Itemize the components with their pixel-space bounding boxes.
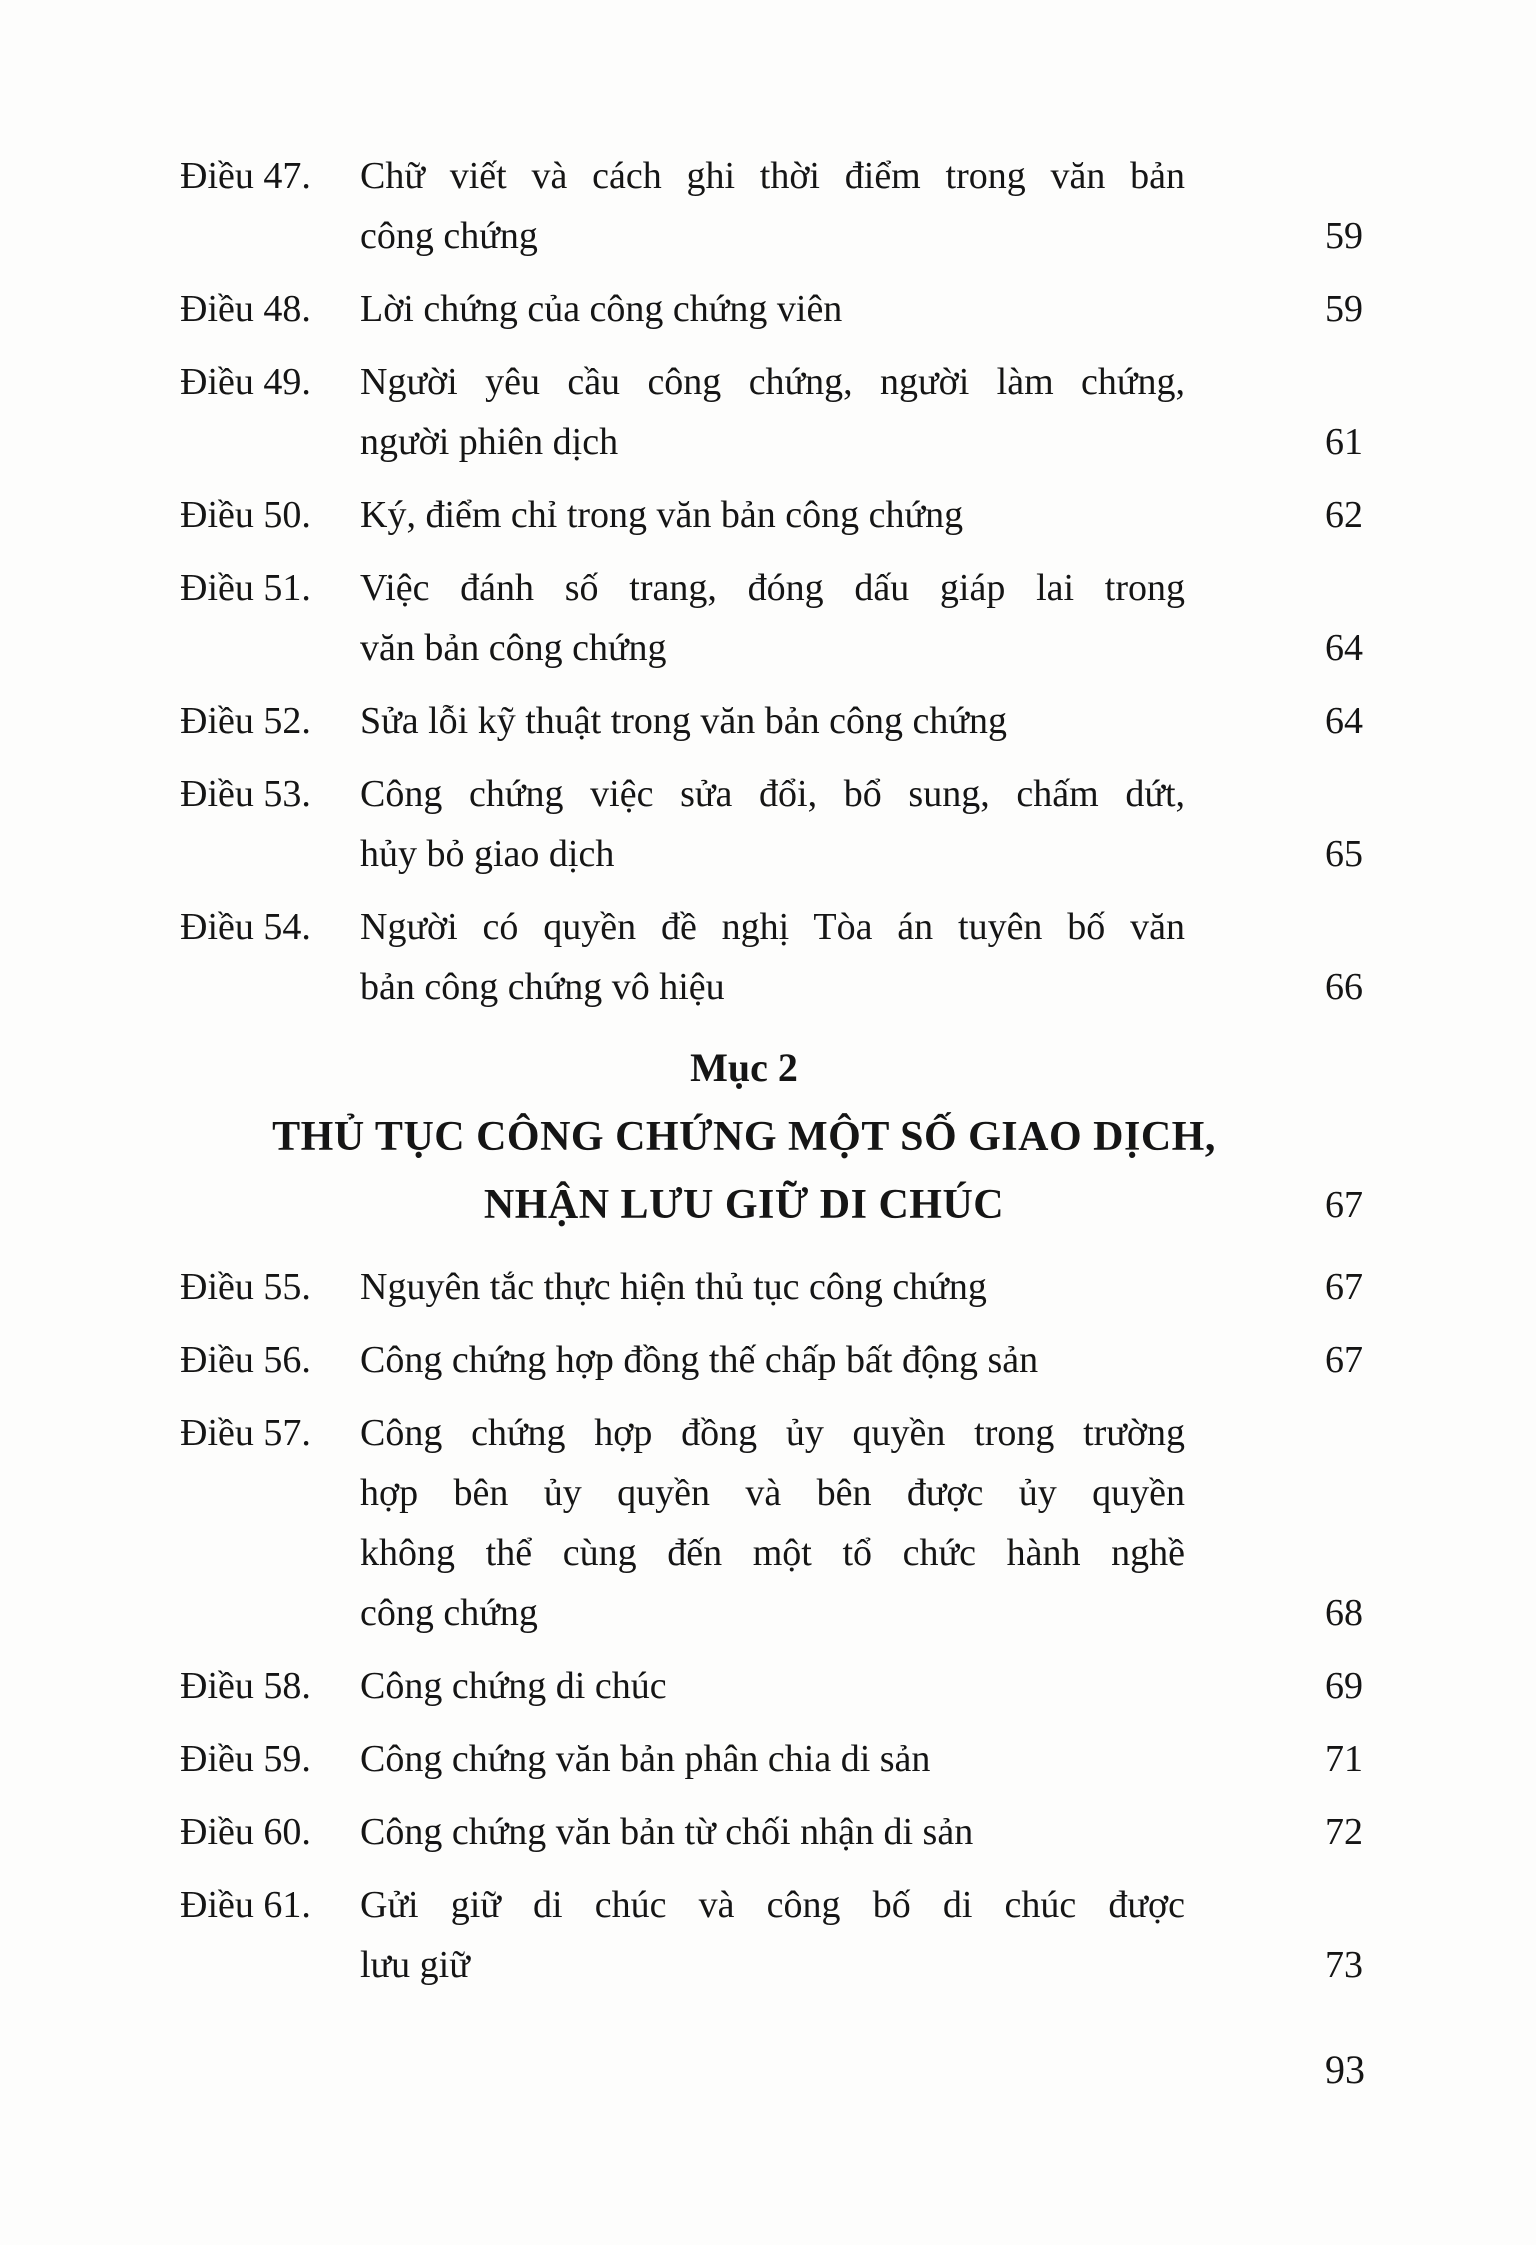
entry-title [360,1729,1185,1789]
toc-entry [180,1403,1363,1643]
section-heading [180,1037,1363,1239]
toc-entry [180,1875,1363,1995]
entry-label: Điều 57. [180,1412,311,1454]
folio-page-number: 93 [1325,2047,1365,2092]
entry-title-line: Người yêu cầu công chứng, người làm chứng, [360,361,1185,403]
entry-title [360,558,1185,678]
entry-title-line: Công chứng văn bản phân chia di sản [360,1738,931,1780]
entry-label: Điều 54. [180,906,311,948]
entry-title [360,897,1185,1017]
entry-title-line: văn bản công chứng [360,627,667,669]
entry-title [360,279,1185,339]
entry-title-line: không thể cùng đến một tổ chức hành nghề [360,1532,1185,1574]
toc-entry [180,1729,1363,1789]
entry-page-number: 64 [1325,700,1363,742]
section-kicker: Mục 2 [690,1045,798,1090]
entry-page-number: 65 [1325,833,1363,875]
entry-title-line: Công chứng hợp đồng ủy quyền trong trường [360,1412,1185,1454]
entry-label: Điều 50. [180,494,311,536]
entry-label: Điều 47. [180,155,311,197]
entry-title-line: Chữ viết và cách ghi thời điểm trong văn bản [360,155,1185,197]
entry-label: Điều 58. [180,1665,311,1707]
section-heading-center [180,1037,1363,1239]
section-title-line-2: NHẬN LƯU GIỮ DI CHÚC [483,1182,1005,1228]
entry-page-number: 62 [1325,494,1363,536]
entry-title [360,352,1185,472]
toc-entry [180,1656,1363,1716]
entry-title-line: Người có quyền đề nghị Tòa án tuyên bố văn [360,906,1185,948]
toc-entry [180,279,1363,339]
entry-page-number: 72 [1325,1811,1363,1853]
toc-content [180,146,1363,2008]
entry-title [360,146,1185,266]
entry-title-line: Lời chứng của công chứng viên [360,288,843,330]
entry-page-number: 71 [1325,1738,1363,1780]
entry-title-line: Công chứng di chúc [360,1665,667,1707]
entry-title [360,1802,1185,1862]
entry-label: Điều 60. [180,1811,311,1853]
entry-title-line: Công chứng hợp đồng thế chấp bất động sản [360,1339,1039,1381]
entry-page-number: 67 [1325,1266,1363,1308]
toc-entry [180,897,1363,1017]
entry-label: Điều 52. [180,700,311,742]
entry-page-number: 59 [1325,215,1363,257]
entry-title [360,764,1185,884]
toc-entries-part2 [180,1257,1363,1995]
entry-label: Điều 61. [180,1884,311,1926]
entry-title [360,691,1185,751]
entry-title-line: Công chứng việc sửa đổi, bổ sung, chấm dứt, [360,773,1185,815]
entry-title-line: người phiên dịch [360,421,619,463]
entry-title [360,1330,1185,1390]
entry-title [360,1875,1185,1995]
toc-entry [180,146,1363,266]
entry-page-number: 69 [1325,1665,1363,1707]
entry-label: Điều 53. [180,773,311,815]
entry-title-line: công chứng [360,1592,538,1634]
entry-title-line: hủy bỏ giao dịch [360,833,615,875]
toc-entry [180,558,1363,678]
entry-title-line: Công chứng văn bản từ chối nhận di sản [360,1811,974,1853]
entry-label: Điều 59. [180,1738,311,1780]
entry-title-line: Việc đánh số trang, đóng dấu giáp lai trong [360,567,1185,609]
entry-page-number: 73 [1325,1944,1363,1986]
entry-title-line: Nguyên tắc thực hiện thủ tục công chứng [360,1266,987,1308]
entry-title [360,1257,1185,1317]
entry-title-line: bản công chứng vô hiệu [360,966,725,1008]
entry-title-line: công chứng [360,215,538,257]
entry-page-number: 68 [1325,1592,1363,1634]
toc-entry [180,1257,1363,1317]
toc-entries-part1 [180,146,1363,1017]
entry-label: Điều 51. [180,567,311,609]
entry-page-number: 67 [1325,1339,1363,1381]
entry-page-number: 59 [1325,288,1363,330]
entry-label: Điều 56. [180,1339,311,1381]
entry-title [360,1403,1185,1643]
entry-page-number: 64 [1325,627,1363,669]
entry-title-line: Sửa lỗi kỹ thuật trong văn bản công chứng [360,700,1007,742]
entry-title-line: Gửi giữ di chúc và công bố di chúc được [360,1884,1185,1926]
toc-entry [180,691,1363,751]
entry-title [360,1656,1185,1716]
toc-entry [180,485,1363,545]
entry-page-number: 61 [1325,421,1363,463]
toc-entry [180,1802,1363,1862]
entry-page-number: 66 [1325,966,1363,1008]
entry-label: Điều 48. [180,288,311,330]
toc-entry [180,1330,1363,1390]
section-page-number: 67 [1325,1184,1363,1226]
entry-label: Điều 55. [180,1266,311,1308]
entry-title [360,485,1185,545]
entry-label: Điều 49. [180,361,311,403]
entry-title-line: hợp bên ủy quyền và bên được ủy quyền [360,1472,1185,1514]
entry-title-line: Ký, điểm chỉ trong văn bản công chứng [360,494,964,536]
toc-entry [180,764,1363,884]
entry-title-line: lưu giữ [360,1944,470,1986]
toc-entry [180,352,1363,472]
section-title-line-1: THỦ TỤC CÔNG CHỨNG MỘT SỐ GIAO DỊCH, [272,1114,1216,1160]
